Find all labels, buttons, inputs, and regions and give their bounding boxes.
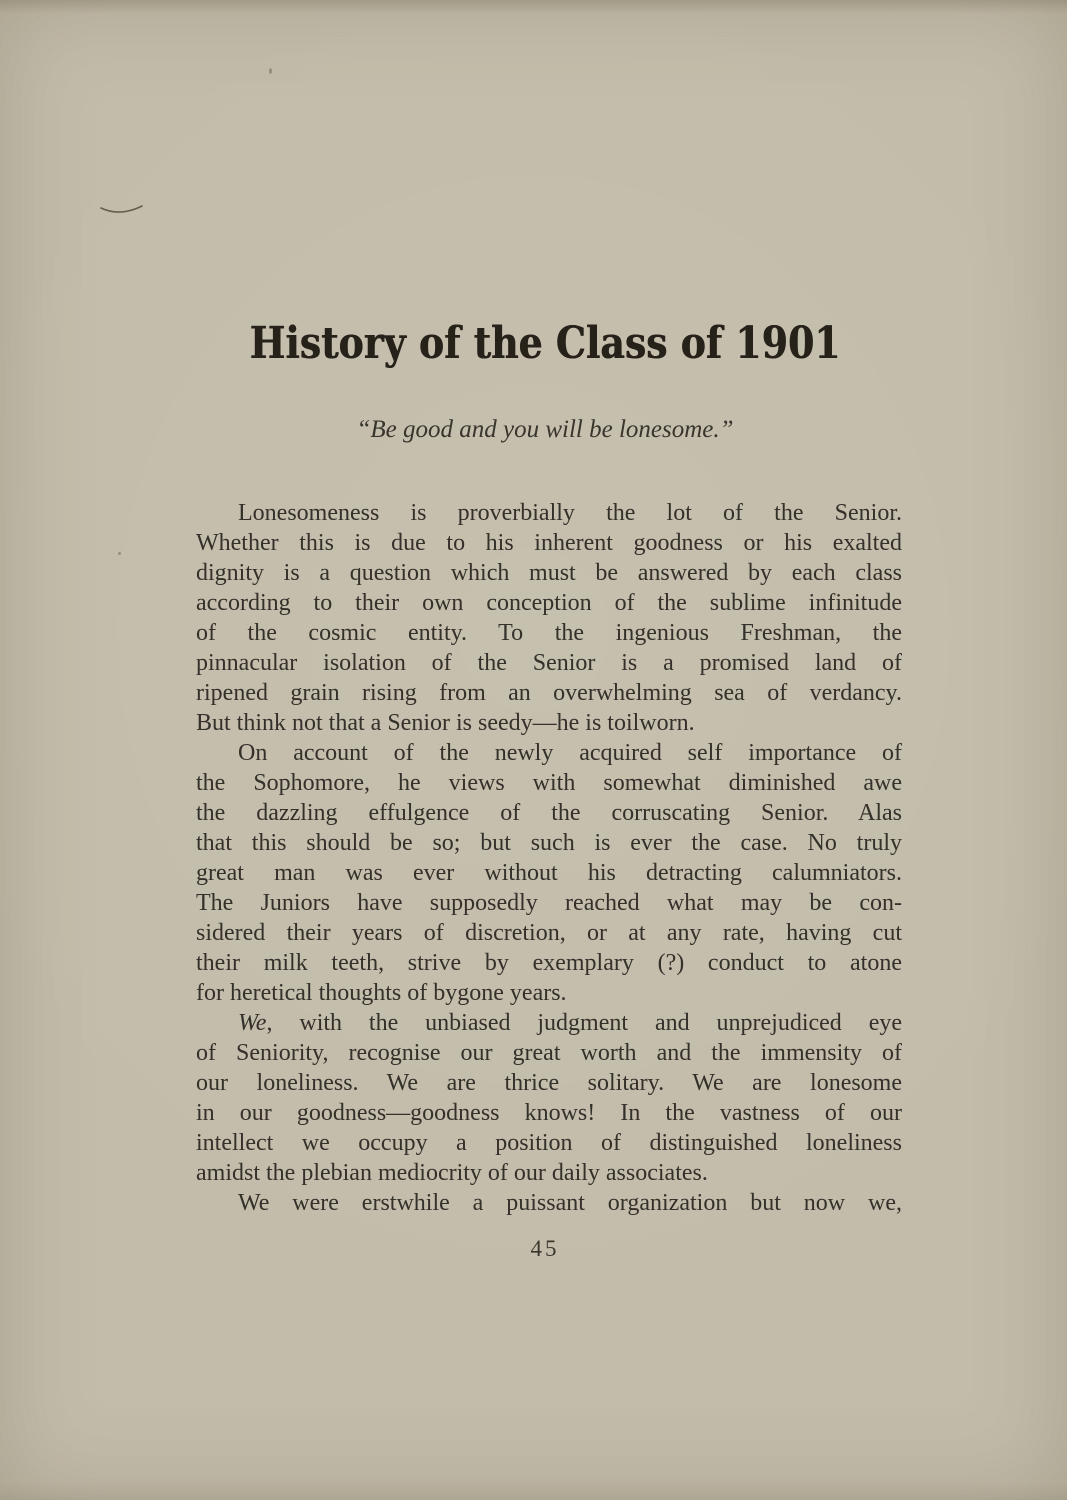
text-line: amidst the plebian mediocrity of our daily associates. <box>196 1160 708 1186</box>
text-line: On account of the newly acquired self importance of <box>238 740 902 766</box>
paragraph <box>196 498 902 738</box>
text-line: the dazzling effulgence of the corruscating Senior. Alas <box>196 800 902 826</box>
paper-speck <box>269 68 272 74</box>
text-line: great man was ever without his detracting calumniators. <box>196 860 902 886</box>
text-line: We were erstwhile a puissant organization but now we, <box>238 1190 902 1216</box>
page-number: 45 <box>530 1236 560 1261</box>
text-line: their milk teeth, strive by exemplary (?) conduct to atone <box>196 950 902 976</box>
text-line: dignity is a question which must be answered by each class <box>196 560 902 586</box>
text-line: of Seniority, recognise our great worth and the immensity of <box>196 1040 902 1066</box>
text-line: pinnacular isolation of the Senior is a promised land of <box>196 650 902 676</box>
text-line: Whether this is due to his inherent goodness or his exalted <box>196 530 902 556</box>
page-title: History of the Class of 1901 <box>249 318 841 369</box>
text-line: the Sophomore, he views with somewhat diminished awe <box>196 770 902 796</box>
paragraph <box>196 1008 902 1188</box>
body-text <box>196 498 902 1218</box>
text-line: for heretical thoughts of bygone years. <box>196 980 567 1006</box>
text-line: in our goodness—goodness knows! In the vastness of our <box>196 1100 902 1126</box>
text-line: ripened grain rising from an overwhelming sea of verdancy. <box>196 680 902 706</box>
text-line: our loneliness. We are thrice solitary. We are lonesome <box>196 1070 902 1096</box>
epigraph: “Be good and you will be lonesome.” <box>356 416 734 443</box>
text-line: The Juniors have supposedly reached what may be con- <box>196 890 902 916</box>
text-line: sidered their years of discretion, or at any rate, having cut <box>196 920 902 946</box>
paragraph <box>196 1188 902 1218</box>
text-line: of the cosmic entity. To the ingenious Freshman, the <box>196 620 902 646</box>
text-line: according to their own conception of the sublime infinitude <box>196 590 902 616</box>
text-line: Lonesomeness is proverbially the lot of the Senior. <box>238 500 902 526</box>
text-line: that this should be so; but such is ever the case. No truly <box>196 830 902 856</box>
paper-speck <box>118 552 121 555</box>
pencil-mark-icon <box>98 198 146 222</box>
text-line: intellect we occupy a position of distinguished loneliness <box>196 1130 902 1156</box>
text-line: But think not that a Senior is seedy—he is toilworn. <box>196 710 695 736</box>
text-line: We, with the unbiased judgment and unprejudiced eye <box>238 1010 902 1036</box>
paragraph <box>196 738 902 1008</box>
